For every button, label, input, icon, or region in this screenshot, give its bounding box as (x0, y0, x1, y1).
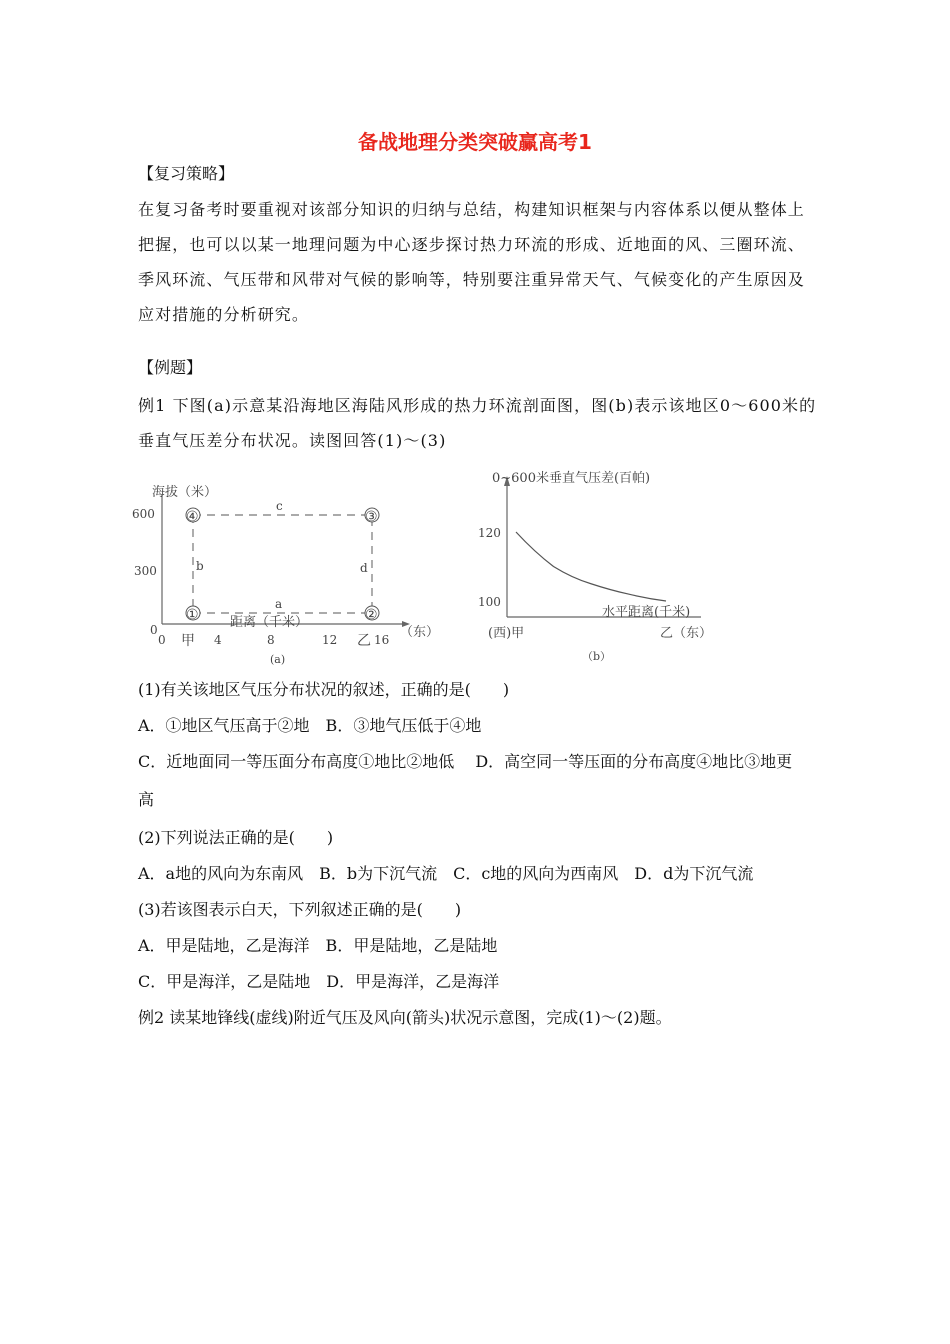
q2-stem: (2)下列说法正确的是( ) (138, 828, 334, 847)
q2-options: A．a地的风向为东南风 B．b为下沉气流 C．c地的风向为西南风 D．d为下沉气流 (138, 864, 754, 883)
figure-b-chart (476, 462, 736, 670)
figure-a-ytick: 300 (134, 564, 157, 578)
q1-options-cd-tail: 高 (138, 790, 155, 809)
segment-a-label: a (275, 597, 283, 611)
figure-a-start-label: 甲 (181, 633, 195, 649)
point-2-label: ② (365, 607, 378, 623)
segment-c-label: c (276, 499, 283, 513)
figure-a-xtick: 4 (214, 633, 222, 647)
figure-b-ylabel: 0~600米垂直气压差(百帕) (492, 471, 651, 486)
figure-a-xlabel: 距离（千米） (230, 615, 309, 630)
figure-b-x-left: (西)甲 (488, 626, 525, 641)
figure-a-xtick: 12 (322, 633, 338, 647)
figure-b-x-right: 乙（东） (660, 626, 713, 641)
segment-b-label: b (196, 559, 204, 573)
example1-intro: 例1 下图(a)示意某沿海地区海陆风形成的热力环流剖面图，图(b)表示该地区0～600米的垂直气压差分布状况。读图回答(1)～(3) (138, 396, 817, 450)
figure-a-xtick: 8 (267, 633, 275, 647)
figure-b-ytick: 120 (478, 526, 501, 540)
figure-a-ylabel: 海拔（米） (152, 485, 218, 500)
q3-stem: (3)若该图表示白天，下列叙述正确的是( ) (138, 900, 462, 919)
figure-a-ytick: 600 (132, 507, 155, 521)
figure-a-ytick: 0 (150, 623, 158, 637)
example2-intro: 例2 读某地锋线(虚线)附近气压及风向(箭头)状况示意图，完成(1)～(2)题。 (138, 1008, 672, 1027)
example-heading: 【例题】 (138, 358, 203, 377)
strategy-heading: 【复习策略】 (138, 164, 235, 183)
figure-a-xtick: 16 (374, 633, 390, 647)
segment-d-label: d (360, 561, 368, 575)
point-3-label: ③ (365, 509, 378, 525)
q3-options-ab: A．甲是陆地，乙是海洋 B．甲是陆地，乙是陆地 (138, 936, 498, 955)
q3-options-cd: C．甲是海洋，乙是陆地 D．甲是海洋，乙是海洋 (138, 972, 500, 991)
figure-a-diagram (130, 474, 450, 670)
figure-a-end-label: 乙 (357, 633, 371, 649)
strategy-text: 在复习备考时要重视对该部分知识的归纳与总结，构建知识框架与内容体系以便从整体上把握，也可以以某一地理问题为中心逐步探讨热力环流的形成、近地面的风、三圈环流、季风环流、气压带和风带对气候的影响等，特别要注重异常天气、气候变化的产生原因及应对措施的分析研究。 (138, 200, 805, 324)
figure-b-caption: （b） (582, 650, 612, 663)
figure-b-xlabel: 水平距离(千米) (602, 605, 691, 620)
page-title: 备战地理分类突破赢高考1 (358, 130, 592, 154)
figure-a-direction: （东） (400, 625, 440, 640)
point-4-label: ④ (186, 509, 199, 525)
q1-options-ab: A．①地区气压高于②地 B．③地气压低于④地 (138, 716, 482, 735)
pressure-difference-line (516, 532, 666, 601)
figure-a-xtick: 0 (158, 633, 166, 647)
point-1-label: ① (186, 607, 199, 623)
figure-a-caption: (a) (270, 653, 286, 666)
q1-stem: (1)有关该地区气压分布状况的叙述，正确的是( ) (138, 680, 510, 699)
q1-options-cd: C．近地面同一等压面分布高度①地比②地低 D．高空同一等压面的分布高度④地比③地更 (138, 752, 793, 771)
figure-a-circulation-loop (193, 515, 372, 613)
figure-b-ytick: 100 (478, 595, 501, 609)
